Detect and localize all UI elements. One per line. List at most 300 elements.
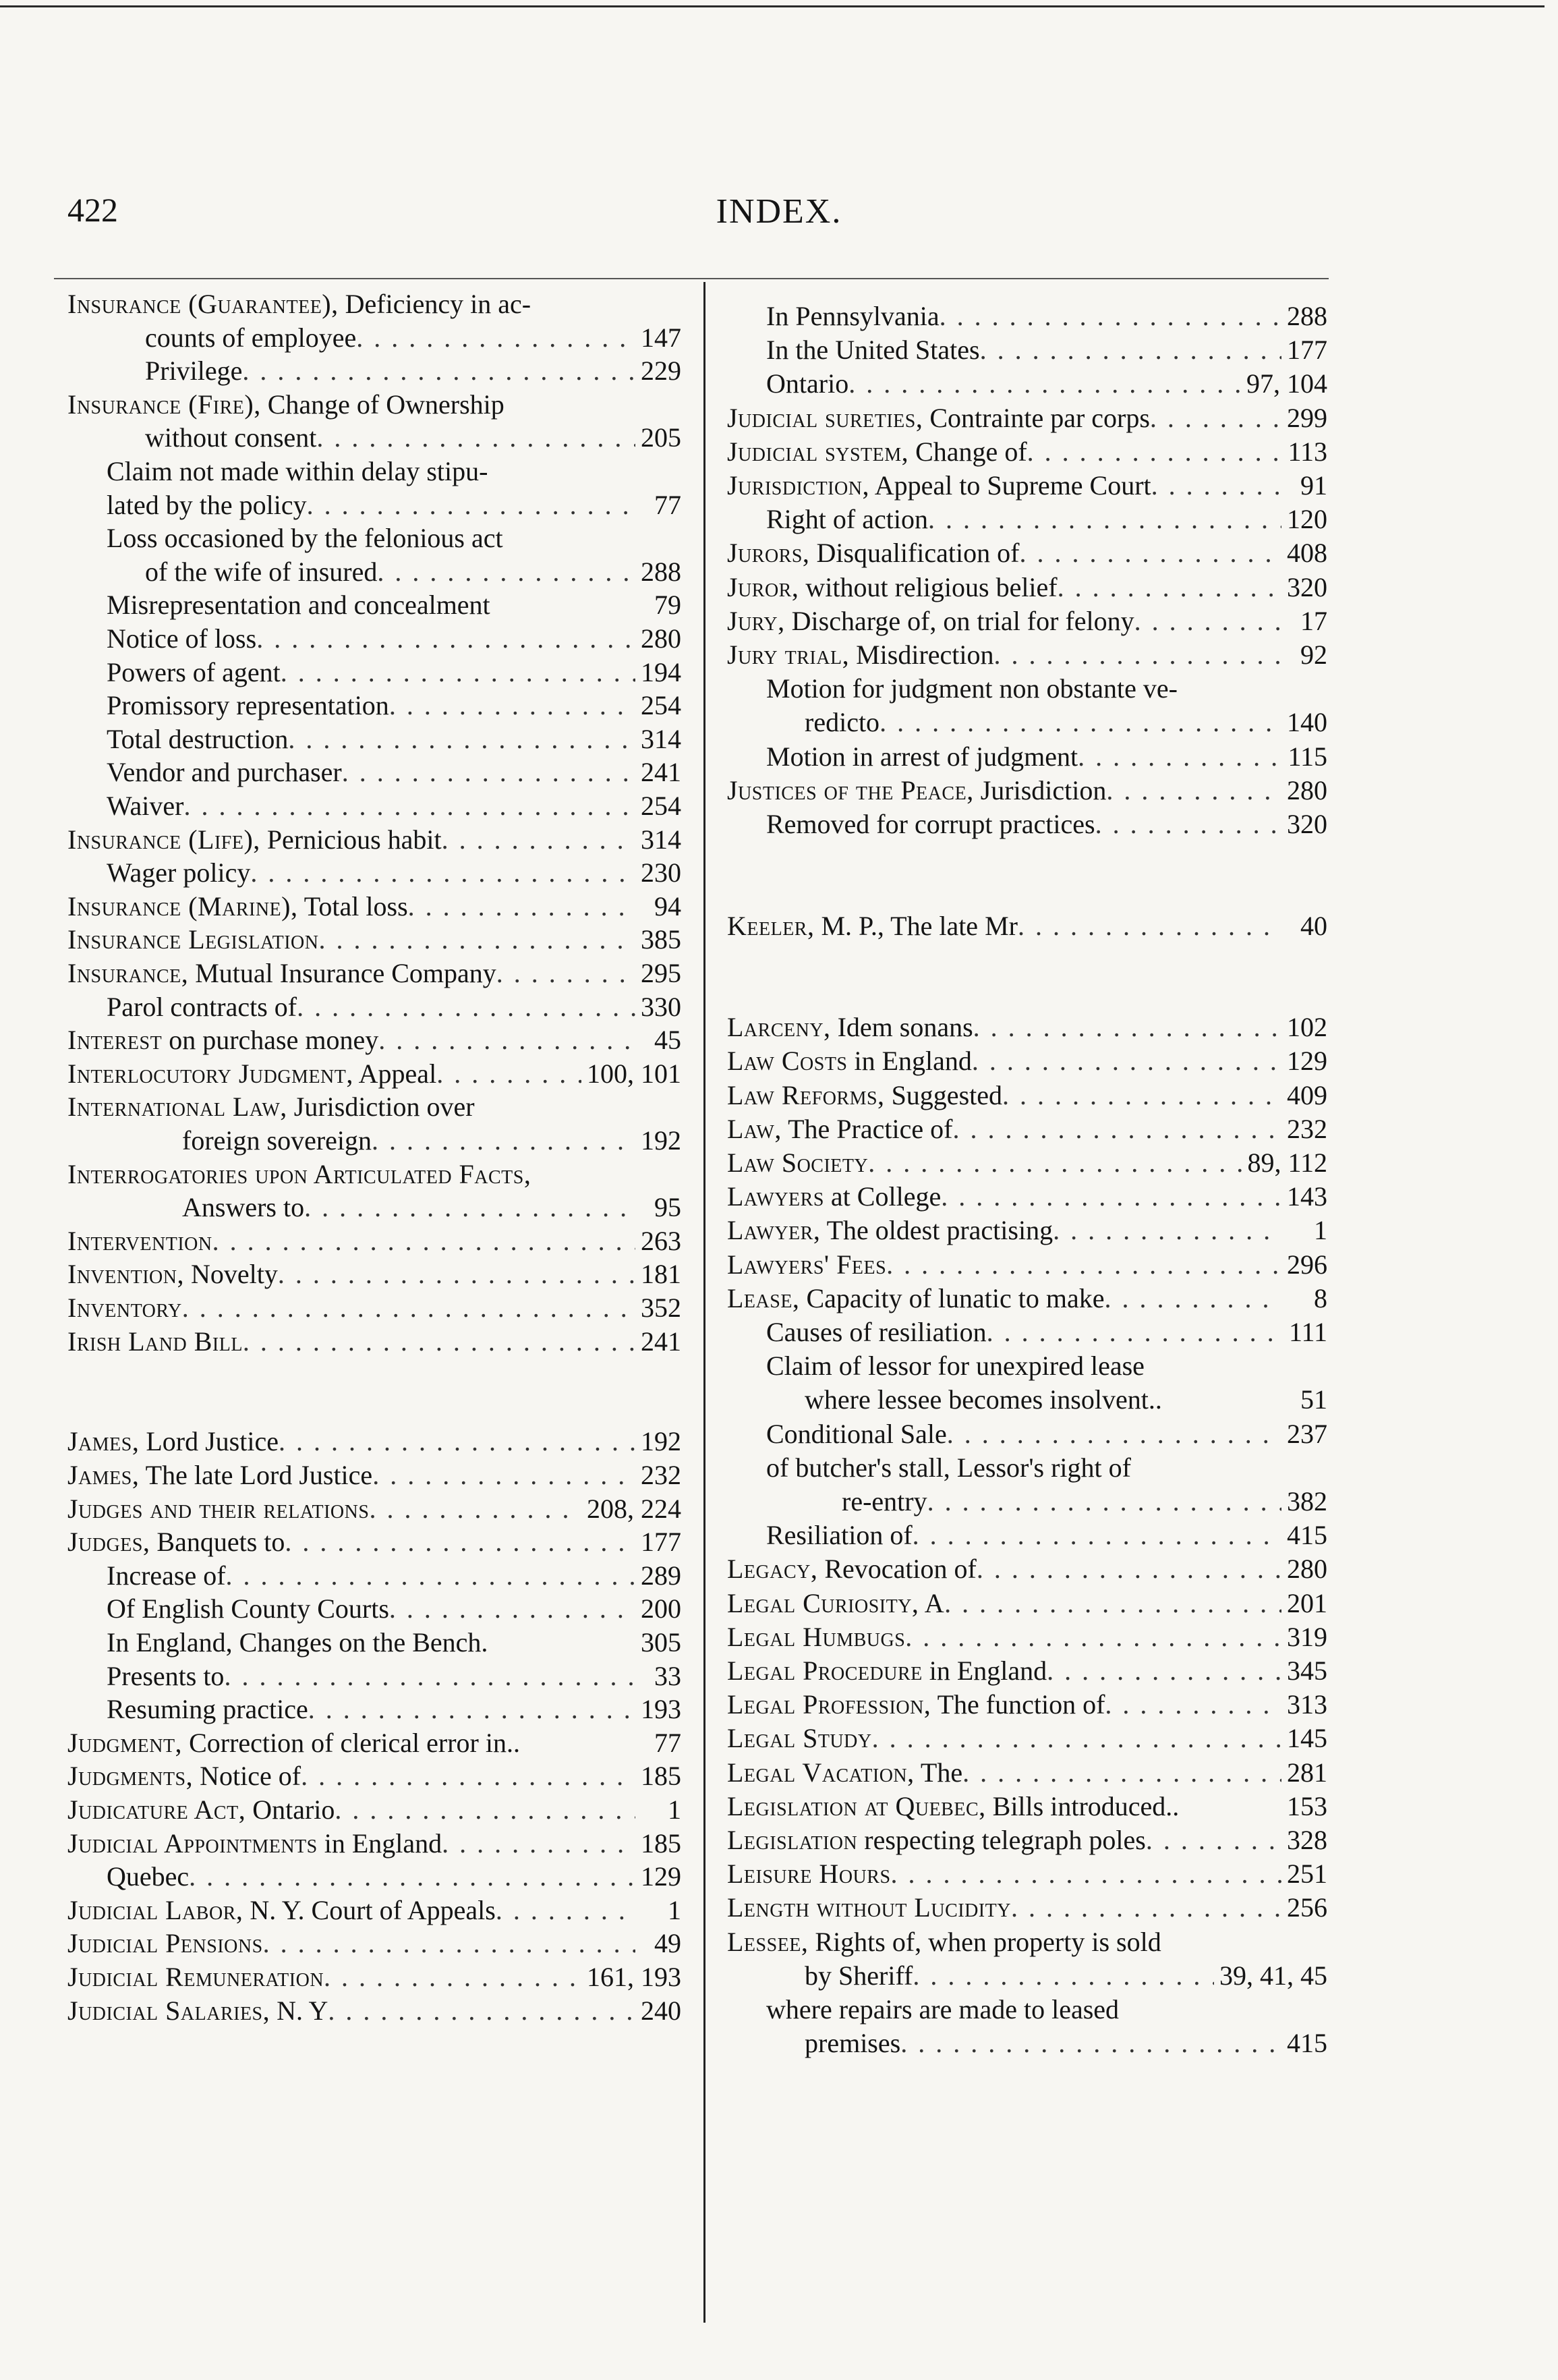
entry-heading: James, (67, 1426, 140, 1456)
page-reference: 314 (641, 724, 681, 754)
index-entry (67, 1588, 681, 1626)
leader-dots (189, 1860, 635, 1894)
leader-dots (1078, 740, 1281, 774)
page-reference: 229 (641, 356, 681, 386)
page-reference: 320 (1287, 572, 1327, 602)
index-entry (67, 1890, 681, 1927)
entry-heading: Insurance (Fire), (67, 389, 261, 420)
entry-heading: Judicial system, (727, 436, 909, 467)
page-reference: 91 (1300, 470, 1327, 501)
entry-text (107, 856, 250, 890)
entry-heading: Resiliation of (766, 1520, 913, 1550)
entry-subtext: N. Y. Court of Appeals (243, 1895, 496, 1925)
page-reference: 280 (641, 623, 681, 654)
entry-subtext: without religious belief (799, 572, 1058, 602)
page-reference: 281 (1287, 1757, 1327, 1788)
index-entry (727, 1447, 1327, 1485)
entry-heading: where repairs are made to leased (766, 1994, 1120, 2024)
entry-text (766, 333, 980, 367)
leader-dots (928, 503, 1281, 536)
leader-dots (868, 1146, 1242, 1180)
entry-heading: Parol contracts of (107, 992, 297, 1022)
entry-heading: Insurance, (67, 958, 189, 988)
entry-heading: without consent (145, 422, 317, 453)
entry-heading: Irish Land Bill (67, 1326, 243, 1357)
entry-text (727, 1180, 941, 1214)
leader-dots (913, 1519, 1281, 1552)
index-entry (67, 384, 681, 422)
entry-heading: Wager policy (107, 857, 251, 888)
entry-text (67, 1458, 372, 1492)
index-entry (727, 1718, 1327, 1755)
entry-text (766, 1315, 987, 1349)
page-reference: 288 (641, 557, 681, 587)
leader-dots (342, 756, 635, 789)
page-reference: 256 (1287, 1892, 1327, 1923)
index-entry (67, 551, 681, 589)
entry-heading: counts of employee (145, 322, 357, 353)
index-entry (67, 1823, 681, 1861)
entry-text (727, 1823, 1146, 1857)
entry-text (145, 354, 242, 388)
entry-heading: Jurors, (727, 538, 810, 568)
page-reference: 185 (641, 1828, 681, 1859)
index-entry (727, 397, 1327, 435)
entry-heading: Removed for corrupt practices (766, 809, 1095, 839)
entry-text (805, 706, 879, 739)
leader-dots (905, 1620, 1281, 1654)
index-entry (727, 1887, 1327, 1925)
leader-dots (1106, 774, 1281, 808)
entry-heading: Waiver (107, 791, 184, 821)
entry-heading: Intervention (67, 1226, 212, 1256)
index-entry (67, 986, 681, 1024)
entry-text (805, 1383, 1162, 1417)
entry-heading: redicto (805, 707, 880, 737)
entry-heading: by Sheriff (805, 1960, 913, 1991)
column-divider (703, 282, 705, 2323)
page-reference: 129 (641, 1861, 681, 1892)
entry-heading: Judgments, (67, 1761, 194, 1791)
entry-text (766, 672, 1178, 706)
leader-dots (242, 354, 635, 388)
page-reference: 241 (641, 757, 681, 787)
entry-heading: Invention, (67, 1259, 184, 1289)
entry-heading: Legal Curiosity, A (727, 1588, 945, 1618)
page-reference: 89, 112 (1247, 1148, 1327, 1178)
index-entry (67, 1053, 681, 1091)
entry-heading: Lawyers (727, 1181, 824, 1212)
entry-heading: Law Reforms, (727, 1080, 885, 1110)
page-reference: 288 (1287, 301, 1327, 331)
leader-dots (1002, 1079, 1281, 1112)
entry-text (107, 622, 256, 656)
page-reference: 319 (1287, 1622, 1327, 1652)
leader-dots (182, 1291, 635, 1325)
page-reference: 1 (1314, 1215, 1327, 1245)
leader-dots (308, 1693, 635, 1726)
leader-dots (848, 367, 1241, 401)
entry-heading: Judicial Appointments (67, 1828, 318, 1859)
leader-dots (1019, 536, 1281, 570)
entry-text (107, 789, 184, 823)
page-reference: 415 (1287, 2028, 1327, 2058)
index-entry (727, 1583, 1327, 1620)
index-entry (727, 1108, 1327, 1146)
page-reference: 232 (1287, 1114, 1327, 1144)
entry-subtext: Lord Justice (139, 1426, 279, 1456)
page-reference: 415 (1287, 1520, 1327, 1550)
entry-heading: Judges and their relations (67, 1494, 370, 1524)
entry-heading: Total destruction (107, 724, 289, 754)
entry-text (67, 1994, 328, 2028)
leader-dots (243, 1325, 635, 1359)
index-entry (67, 1154, 681, 1191)
index-entry (727, 1210, 1327, 1247)
entry-text (766, 367, 848, 401)
leader-dots (372, 1124, 635, 1158)
leader-dots (496, 957, 635, 990)
entry-text (727, 1587, 944, 1620)
page-reference: 140 (1287, 707, 1327, 737)
entry-text (727, 1552, 977, 1586)
leader-dots (318, 923, 635, 957)
entry-text (727, 909, 1018, 943)
entry-heading: Legal Procedure (727, 1655, 923, 1686)
page-reference: 33 (654, 1661, 681, 1691)
index-entry (727, 1244, 1327, 1282)
entry-heading: Lawyers' Fees (727, 1249, 887, 1280)
page-reference: 95 (654, 1192, 681, 1222)
page-reference: 143 (1287, 1181, 1327, 1212)
index-entry (67, 1321, 681, 1359)
page-reference: 201 (1287, 1588, 1327, 1618)
leader-dots (378, 1023, 635, 1057)
entry-subtext: Jurisdiction (973, 775, 1107, 805)
entry-subtext: Disqualification of (809, 538, 1020, 568)
page-reference: 280 (1287, 775, 1327, 805)
entry-heading: Judicial Labor, (67, 1895, 243, 1925)
entry-subtext: Total loss (297, 891, 408, 922)
entry-heading: Judges, (67, 1527, 150, 1557)
index-entry (67, 1187, 681, 1224)
page-reference: 181 (641, 1259, 681, 1289)
index-entry (727, 1921, 1327, 1959)
page-reference: 194 (641, 657, 681, 687)
entry-text (805, 2027, 900, 2060)
entry-heading: Vendor and purchaser (107, 757, 342, 787)
page-reference: 77 (654, 490, 681, 520)
leader-dots (335, 1793, 635, 1827)
entry-text (766, 1349, 1145, 1383)
index-entry (67, 451, 681, 488)
entry-heading: Lease, (727, 1283, 800, 1313)
entry-heading: Legal Humbugs (727, 1622, 906, 1652)
entry-subtext: The (914, 1757, 963, 1788)
index-entry (67, 1086, 681, 1124)
page-reference: 79 (654, 590, 681, 620)
entry-heading: In England, Changes on the Bench. (107, 1627, 488, 1658)
leader-dots (1150, 401, 1281, 435)
entry-heading: Judicial Pensions (67, 1928, 263, 1958)
entry-heading: re-entry (842, 1486, 927, 1517)
page-reference: 409 (1287, 1080, 1327, 1110)
entry-text (727, 604, 1134, 638)
entry-heading: Judicial Remuneration (67, 1962, 324, 1992)
leader-dots (250, 856, 635, 890)
entry-text (67, 1960, 324, 1994)
entry-text (67, 1793, 335, 1827)
leader-dots (1134, 604, 1281, 638)
page-reference: 408 (1287, 538, 1327, 568)
entry-text (727, 1688, 1105, 1722)
entry-heading: premises (805, 2028, 901, 2058)
entry-text (766, 1519, 913, 1552)
entry-subtext: at College (824, 1181, 942, 1212)
page-reference: 102 (1287, 1012, 1327, 1042)
entry-text (727, 1857, 891, 1891)
entry-text (805, 1959, 913, 1993)
index-entry (67, 1488, 681, 1526)
index-entry (67, 1120, 681, 1158)
entry-heading: Promissory representation (107, 690, 389, 720)
page-reference: 305 (641, 1627, 681, 1658)
index-entry (67, 1923, 681, 1960)
leader-dots (372, 1458, 635, 1492)
entry-heading: Legislation (727, 1825, 858, 1855)
page-reference: 49 (654, 1928, 681, 1958)
page-reference: 200 (641, 1593, 681, 1624)
entry-subtext: Idem sonans (830, 1012, 973, 1042)
entry-subtext: Rights of, when property is sold (808, 1927, 1161, 1957)
entry-subtext: in England (317, 1828, 442, 1859)
leader-dots (1105, 1688, 1281, 1722)
entry-heading: Resuming practice (107, 1694, 308, 1724)
leader-dots (973, 1011, 1281, 1044)
leader-dots (980, 333, 1281, 367)
index-entry (727, 905, 1327, 943)
leader-dots (1095, 808, 1281, 841)
page-reference: 1 (668, 1794, 681, 1825)
entry-heading: Increase of (107, 1560, 226, 1591)
page-number: 422 (67, 191, 118, 229)
index-entry (727, 567, 1327, 604)
entry-text (107, 689, 389, 722)
entry-text (727, 774, 1106, 808)
entry-heading: Legal Vacation, (727, 1757, 915, 1788)
entry-heading: of the wife of insured (145, 557, 378, 587)
page-reference: 382 (1287, 1486, 1327, 1517)
entry-text (107, 455, 488, 488)
entry-subtext: Suggested (884, 1080, 1002, 1110)
index-entry (727, 1176, 1327, 1214)
entry-subtext: Banquets to (150, 1527, 285, 1557)
leader-dots (1018, 909, 1281, 943)
leader-dots (879, 706, 1281, 739)
entry-subtext: Notice of (193, 1761, 301, 1791)
index-entry (67, 350, 681, 388)
leader-dots (301, 1759, 635, 1793)
entry-heading: Causes of resiliation (766, 1317, 987, 1347)
entry-text (766, 740, 1078, 774)
entry-text (727, 1011, 973, 1044)
index-entry (727, 1278, 1327, 1315)
entry-heading: Justices of the Peace, (727, 775, 974, 805)
entry-heading: Legal Profession, (727, 1689, 931, 1720)
entry-subtext: Pernicious habit (260, 824, 442, 855)
entry-text (727, 1722, 872, 1755)
page-reference: 241 (641, 1326, 681, 1357)
index-entry (727, 600, 1327, 638)
entry-text (727, 571, 1058, 604)
entry-heading: Notice of loss (107, 623, 257, 654)
entry-heading: Judgment, (67, 1728, 183, 1758)
entry-text (67, 1023, 378, 1057)
entry-heading: Legacy, (727, 1554, 818, 1584)
leader-dots (927, 1485, 1281, 1519)
entry-heading: Of English County Courts (107, 1593, 389, 1624)
entry-text (67, 923, 318, 957)
index-entry (727, 329, 1327, 367)
leader-dots (324, 1960, 581, 1994)
entry-heading: Quebec (107, 1861, 190, 1892)
entry-text (107, 756, 342, 789)
leader-dots (285, 1525, 635, 1559)
page-reference: 320 (1287, 809, 1327, 839)
entry-text (182, 1124, 372, 1158)
leader-dots (1053, 1214, 1281, 1247)
index-entry (67, 953, 681, 990)
entry-text (727, 1620, 905, 1654)
entry-heading: Insurance (Guarantee), (67, 289, 339, 319)
index-entry (727, 1989, 1327, 2027)
index-entry (727, 1379, 1327, 1417)
entry-subtext: on purchase money (162, 1025, 379, 1055)
index-entry (67, 1253, 681, 1291)
entry-heading: Ontario (766, 368, 849, 399)
index-entry (727, 1752, 1327, 1790)
entry-subtext: Correction of clerical error in.. (182, 1728, 520, 1758)
page-reference: 352 (641, 1293, 681, 1323)
entry-text (727, 1891, 1011, 1925)
entry-heading: Legal Study (727, 1723, 872, 1753)
leader-dots (941, 1180, 1281, 1214)
page-reference: 77 (654, 1728, 681, 1758)
index-entry (67, 517, 681, 555)
page-reference: 147 (641, 322, 681, 353)
index-entry (727, 770, 1327, 808)
index-entry (67, 1990, 681, 2028)
page-reference: 328 (1287, 1825, 1327, 1855)
entry-heading: Motion in arrest of judgment (766, 741, 1078, 772)
index-entry (67, 317, 681, 355)
index-entry (67, 1622, 681, 1660)
page-reference: 185 (641, 1761, 681, 1791)
entry-text (107, 588, 490, 622)
entry-subtext: Revocation of (817, 1554, 977, 1584)
index-entry (727, 736, 1327, 774)
index-entry (727, 1819, 1327, 1857)
entry-text (727, 1112, 952, 1146)
entry-text (766, 1417, 947, 1451)
page-heading: INDEX. (716, 192, 842, 231)
page-reference: 39, 41, 45 (1219, 1960, 1327, 1991)
page-reference: 251 (1287, 1859, 1327, 1889)
entry-text (67, 1759, 301, 1793)
page-reference: 177 (641, 1527, 681, 1557)
entry-subtext: Misdirection (849, 640, 994, 670)
entry-text (107, 521, 503, 555)
index-entry (67, 283, 681, 321)
page-reference: 97, 104 (1246, 368, 1327, 399)
entry-text (67, 957, 496, 990)
page-reference: 113 (1288, 436, 1327, 467)
index-entry (727, 532, 1327, 570)
leader-dots (947, 1417, 1281, 1451)
leader-dots (900, 2027, 1281, 2060)
index-entry (67, 819, 681, 857)
index-entry (67, 1722, 681, 1760)
leader-dots (977, 1552, 1281, 1586)
index-entry (727, 1548, 1327, 1586)
entry-heading: Inventory (67, 1293, 182, 1323)
page-reference: 100, 101 (587, 1058, 681, 1089)
top-border-rule (0, 5, 1545, 7)
entry-subtext: Ontario (246, 1794, 335, 1825)
leader-dots (872, 1722, 1281, 1755)
index-entry (67, 1856, 681, 1894)
entry-heading: Law, (727, 1114, 782, 1144)
leader-dots (304, 1191, 635, 1224)
header-rule (54, 278, 1329, 279)
page-reference: 145 (1287, 1723, 1327, 1753)
entry-text (727, 1790, 1179, 1823)
entry-text (145, 421, 316, 455)
page-reference: 205 (641, 422, 681, 453)
index-entry (67, 1421, 681, 1458)
index-entry (727, 295, 1327, 333)
leader-dots (263, 1927, 635, 1960)
index-entry (727, 1684, 1327, 1722)
entry-text (727, 1654, 1047, 1688)
page-reference: 177 (1287, 335, 1327, 365)
index-entry (727, 2022, 1327, 2060)
entry-text (67, 287, 531, 321)
entry-heading: Interlocutory Judgment, (67, 1058, 353, 1089)
index-entry (727, 1514, 1327, 1552)
page-reference: 115 (1288, 741, 1327, 772)
page-reference: 295 (641, 958, 681, 988)
entry-heading: Claim not made within delay stipu- (107, 456, 488, 486)
leader-dots (328, 1994, 635, 2028)
entry-heading: Insurance Legislation (67, 924, 319, 955)
page-reference: 330 (641, 992, 681, 1022)
index-entry (727, 1616, 1327, 1654)
entry-subtext: Discharge of, on trial for felony (784, 606, 1134, 636)
entry-heading: Legislation at Quebec, (727, 1791, 986, 1821)
entry-heading: Right of action (766, 504, 928, 534)
page-reference: 240 (641, 1995, 681, 2026)
entry-heading: In Pennsylvania (766, 301, 940, 331)
page-reference: 237 (1287, 1419, 1327, 1449)
index-entry (67, 1956, 681, 1994)
page-reference: 345 (1287, 1655, 1327, 1686)
entry-heading: International Law, (67, 1092, 287, 1122)
leader-dots (952, 1112, 1281, 1146)
entry-heading: In the United States (766, 335, 980, 365)
page-reference: 296 (1287, 1249, 1327, 1280)
leader-dots (987, 1315, 1281, 1349)
